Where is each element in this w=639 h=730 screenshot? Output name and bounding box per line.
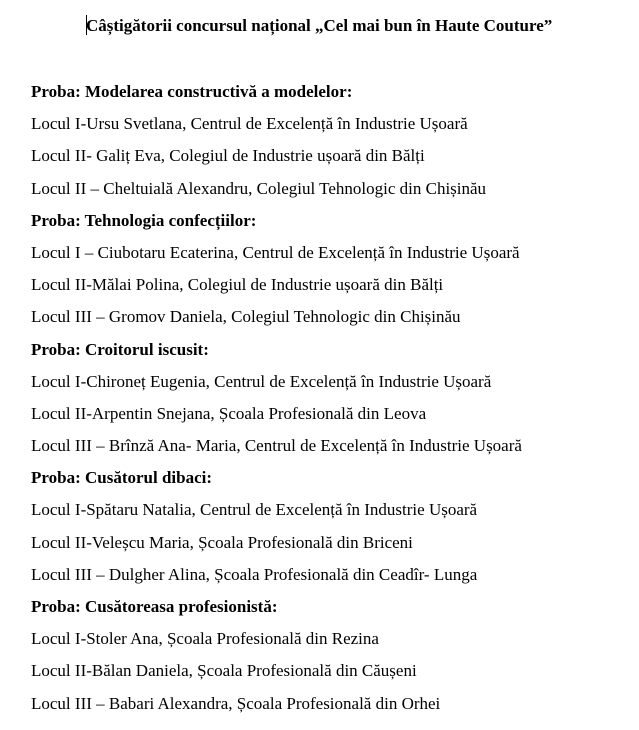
list-item: Locul II- Galiț Eva, Colegiul de Industrie ușoară din Bălți: [31, 146, 425, 166]
section-heading: Proba: Cusătorul dibaci:: [31, 468, 213, 488]
list-item: Locul I-Chironeț Eugenia, Centrul de Excelență în Industrie Ușoară: [31, 371, 492, 391]
list-item: Locul II-Arpentin Snejana, Școala Profesională din Leova: [31, 403, 427, 423]
list-item: Locul I-Spătaru Natalia, Centrul de Excelență în Industrie Ușoară: [31, 500, 478, 520]
section-heading: Proba: Modelarea constructivă a modelelor:: [31, 82, 353, 101]
section-heading: Proba: Croitorul iscusit:: [31, 339, 209, 359]
list-item: Locul III – Babari Alexandra, Școala Profesională din Orhei: [31, 693, 441, 713]
list-item: Locul III – Gromov Daniela, Colegiul Tehnologic din Chișinău: [31, 307, 461, 327]
list-item: Locul II-Bălan Daniela, Școala Profesională din Căușeni: [31, 661, 417, 681]
list-item: Locul II – Cheltuială Alexandru, Colegiul Tehnologic din Chișinău: [31, 178, 487, 198]
document-title: Câștigătorii concursul național „Cel mai bun în Haute Couture”: [86, 16, 553, 35]
list-item: Locul III – Dulgher Alina, Școala Profesională din Ceadîr- Lunga: [31, 564, 478, 584]
list-item: Locul I-Stoler Ana, Școala Profesională din Rezina: [31, 629, 379, 649]
section-heading: Proba: Cusătoreasa profesionistă:: [31, 597, 278, 616]
list-item: Locul I-Ursu Svetlana, Centrul de Excelență în Industrie Ușoară: [31, 114, 468, 134]
list-item: Locul II-Veleșcu Maria, Școala Profesională din Briceni: [31, 532, 413, 552]
list-item: Locul II-Mălai Polina, Colegiul de Industrie ușoară din Bălți: [31, 275, 444, 295]
section-heading: Proba: Tehnologia confecțiilor:: [31, 210, 257, 230]
list-item: Locul III – Brînză Ana- Maria, Centrul de Excelență în Industrie Ușoară: [31, 436, 522, 456]
document-body: [31, 80, 631, 724]
list-item: Locul I – Ciubotaru Ecaterina, Centrul de Excelență în Industrie Ușoară: [31, 242, 520, 262]
